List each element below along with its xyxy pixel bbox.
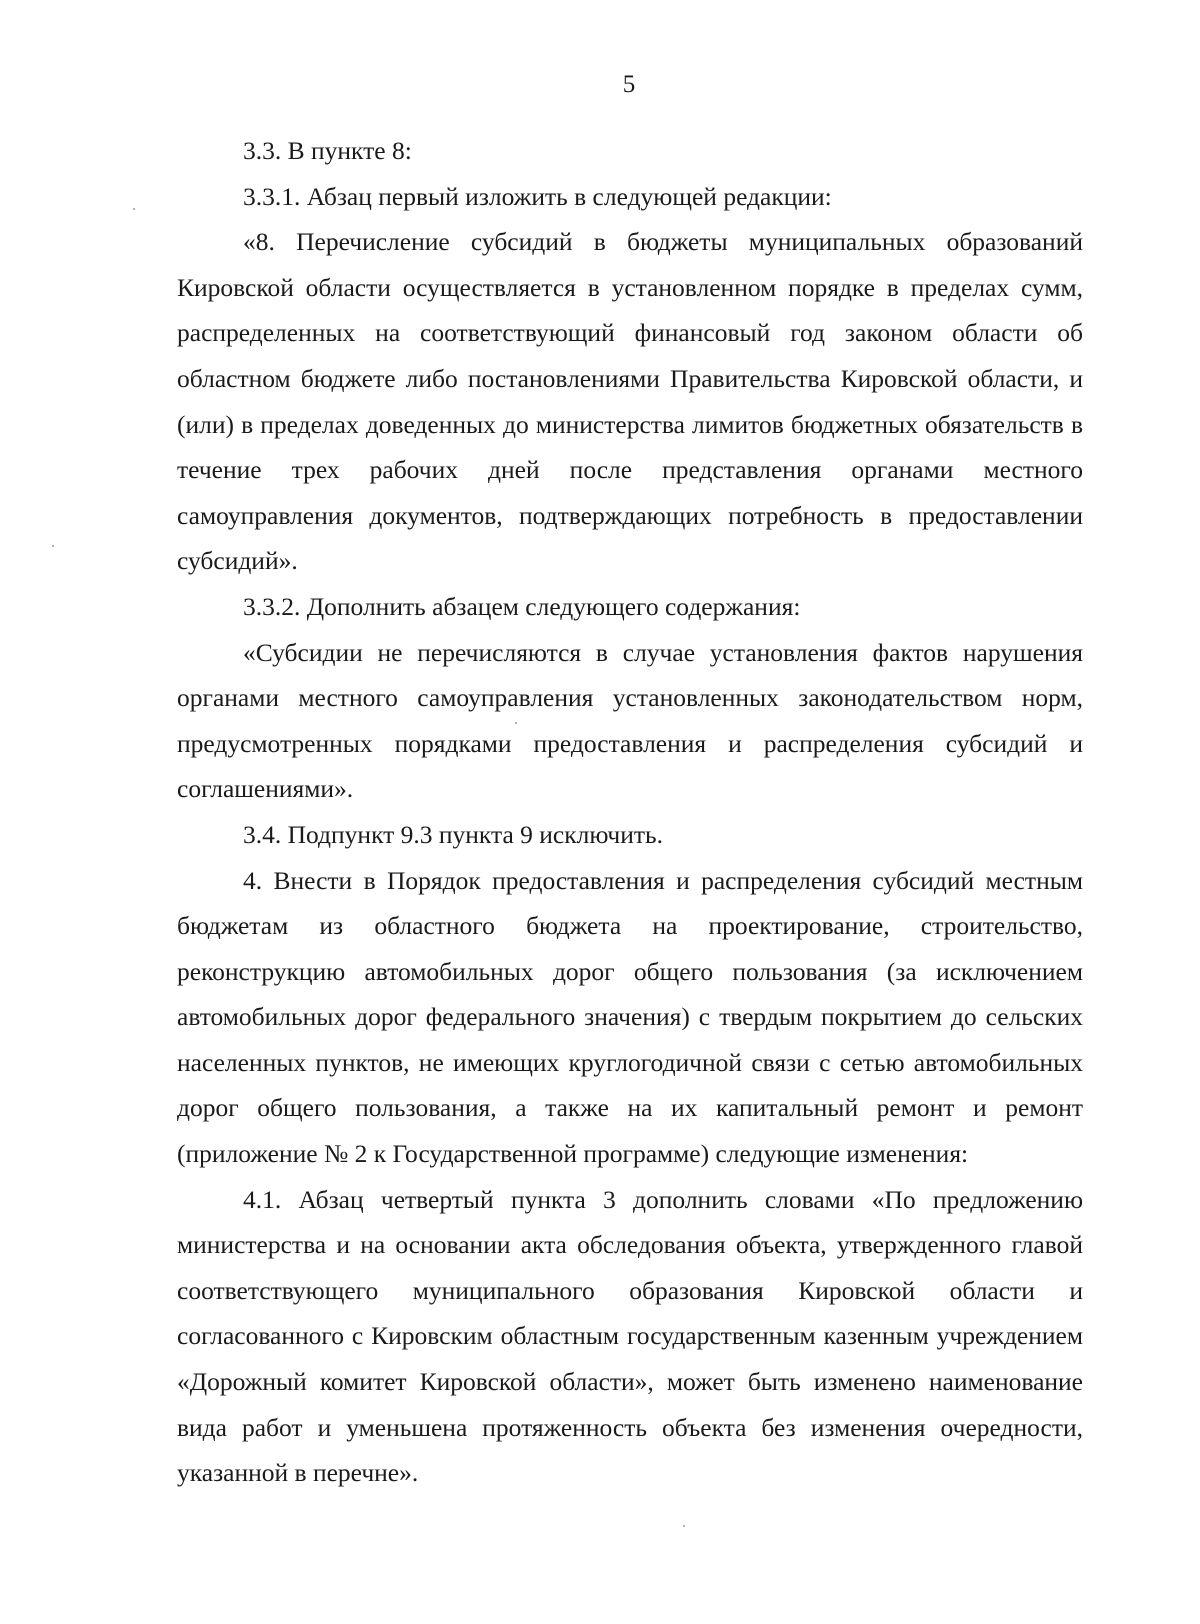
paragraph-3-3-2: 3.3.2. Дополнить абзацем следующего содержания: (243, 591, 801, 621)
scan-speck (52, 545, 54, 547)
paragraph-4: 4. Внести в Порядок предоставления и распределения субсидий местным бюджетам из областного бюджета на проектирование, строительство, реконструкцию автомобильных дорог общего пользования (за исключением автомобильных дорог федерального значения) с твердым покрытием до сельских населенных пунктов, не имеющих круглогодичной связи с сетью автомобильных дорог общего пользования, а также на их капитальный ремонт и ремонт (приложение № 2 к Государственной программе) следующие изменения: (177, 865, 1083, 1169)
paragraph-4-1: 4.1. Абзац четвертый пункта 3 дополнить словами «По предложению министерства и на основании акта обследования объекта, утвержденного главой соответствующего муниципального образования Кировской области и согласованного с Кировским областным государственным казенным учреждением «Дорожный комитет Кировской области», может быть изменено наименование вида работ и уменьшена протяженность объекта без изменения очередности, указанной в перечне». (177, 1184, 1083, 1488)
paragraph-quote-subsidies: «Субсидии не перечисляются в случае установления фактов нарушения органами местного самоуправления установленных законодательством норм, предусмотренных порядками предоставления и распределения субсидий и соглашениями». (177, 637, 1083, 804)
paragraph-3-3: 3.3. В пункте 8: (243, 136, 412, 165)
paragraph-3-4: 3.4. Подпункт 9.3 пункта 9 исключить. (243, 819, 664, 849)
scan-speck (133, 208, 135, 210)
document-body (177, 128, 1083, 1496)
paragraph-3-3-1: 3.3.1. Абзац первый изложить в следующей редакции: (243, 181, 832, 211)
scan-speck (683, 1525, 685, 1527)
page-number: 5 (622, 71, 636, 98)
scan-speck (515, 722, 517, 724)
paragraph-quote-8: «8. Перечисление субсидий в бюджеты муниципальных образований Кировской области осуществляется в установленном порядке в пределах сумм, распределенных на соответствующий финансовый год законом области об областном бюджете либо постановлениями Правительства Кировской области, и (или) в пределах доведенных до министерства лимитов бюджетных обязательств в течение трех рабочих дней после представления органами местного самоуправления документов, подтверждающих потребность в предоставлении субсидий». (177, 227, 1083, 576)
